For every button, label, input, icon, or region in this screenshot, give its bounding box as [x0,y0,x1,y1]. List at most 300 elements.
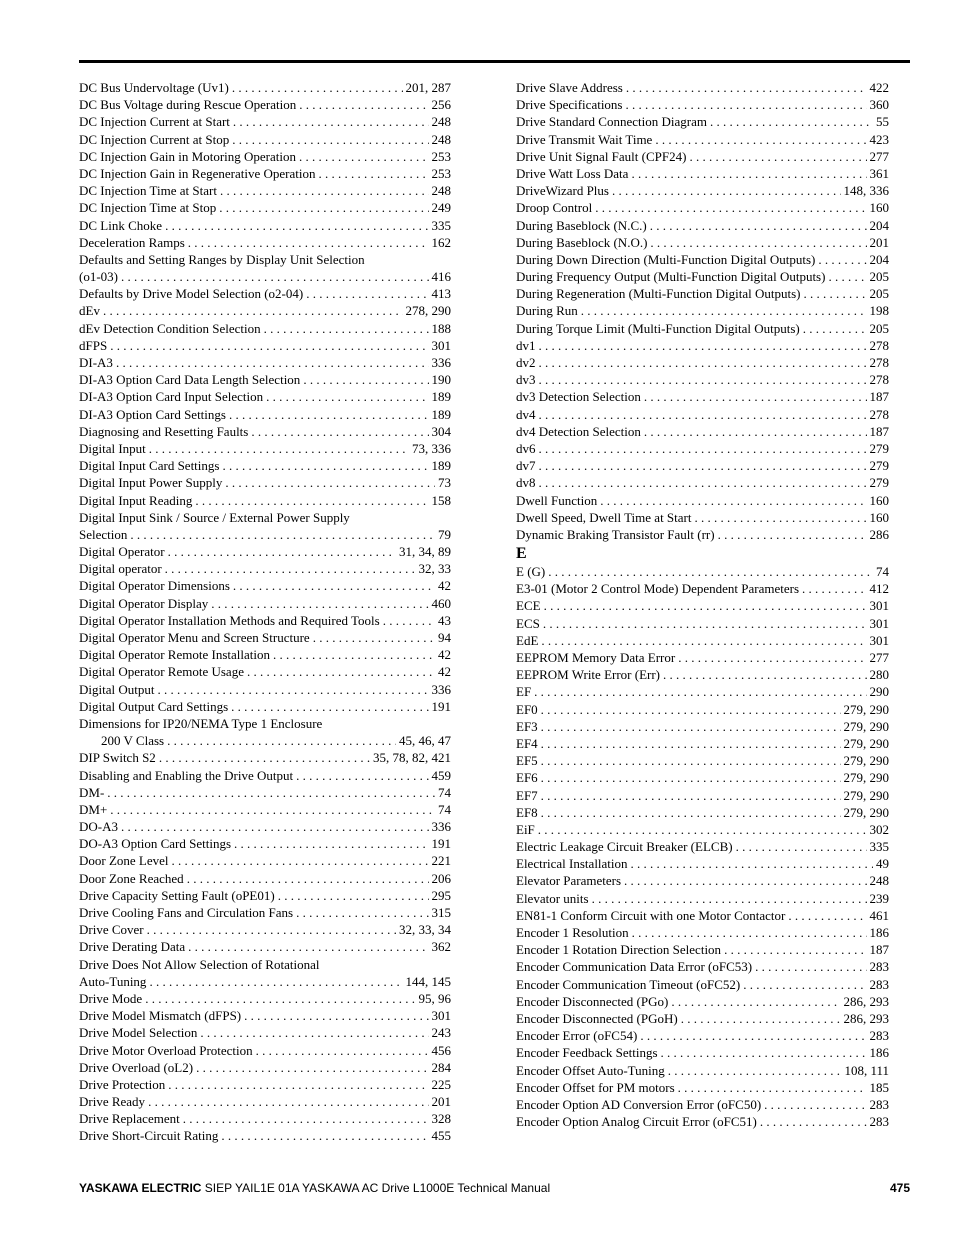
index-term: Elevator Parameters [516,873,622,889]
index-term: Drive Slave Address [516,80,623,95]
page-references: 279 [869,458,889,474]
dot-leader [631,165,866,182]
dot-leader [803,320,867,337]
dot-leader [244,1007,428,1024]
dot-leader [668,1062,842,1079]
index-term: DI-A3 Option Card Settings [79,406,226,422]
index-term: During Regeneration (Multi-Function Digital Outputs) [516,286,801,302]
index-term: Drive Protection [79,1076,166,1092]
section-letter-heading: E [516,545,527,563]
dot-leader [165,217,428,234]
dot-leader [539,474,867,491]
page-references: 187 [869,423,889,439]
index-term: EF4 [516,735,538,751]
dot-leader [538,821,867,838]
dot-leader [644,388,867,405]
index-entry [516,337,889,354]
index-term: Disabling and Enabling the Drive Output [79,767,294,783]
page-references: 42 [438,664,451,680]
index-term: Drive Overload (oL2) [79,1059,194,1075]
index-entry-heading: Drive Does Not Allow Selection of Rotational [79,956,320,972]
page-references: 301 [869,632,889,648]
index-entry [516,855,889,872]
page-references: 280 [869,667,889,683]
dot-leader [145,990,415,1007]
page-references: 253 [431,148,451,164]
index-entry [79,612,451,629]
index-term: DC Injection Time at Stop [79,200,217,216]
index-entry [516,718,889,735]
index-term: Encoder Communication Data Error (oFC53) [516,959,753,975]
page-references: 459 [431,767,451,783]
dot-leader [695,509,867,526]
index-term: (o1-03) [79,269,118,285]
index-term: dv3 Detection Selection [516,389,641,405]
index-term: Drive Transmit Wait Time [516,131,653,147]
page-references: 162 [431,234,451,250]
index-term: dFPS [79,337,108,353]
page-references: 336 [431,355,451,370]
page-references: 204 [869,251,889,267]
index-entry [516,890,889,907]
dot-leader [736,838,867,855]
index-term: Digital operator [79,561,162,577]
dot-leader [222,457,428,474]
index-term: dEv [79,303,100,319]
page-references: 279, 290 [843,770,889,786]
index-term: DM- [79,784,105,800]
page-references: 186 [869,925,889,940]
index-term: DC Bus Undervoltage (Uv1) [79,80,229,95]
page-references: 198 [869,303,889,319]
page-references: 412 [869,581,889,597]
index-entry [79,1127,451,1144]
page-references: 148, 336 [843,183,889,199]
page-number: 475 [889,1181,910,1195]
dot-leader [149,973,402,990]
index-term: EF3 [516,718,538,734]
page-references: 279 [869,440,889,456]
dot-leader [306,285,428,302]
dot-leader [541,632,866,649]
index-entry [516,1079,889,1096]
index-term: DC Injection Current at Start [79,114,230,130]
index-entry [79,990,451,1007]
dot-leader [116,354,429,371]
dot-leader [632,924,867,941]
index-term: Encoder Option Analog Circuit Error (oFC51) [516,1114,757,1130]
index-entry [516,1096,889,1113]
dot-leader [718,526,867,543]
index-term: EF5 [516,753,538,769]
dot-leader [828,268,866,285]
page-references: 248 [431,114,451,130]
dot-leader [165,560,416,577]
page-references: 248 [869,873,889,889]
page-references: 277 [869,148,889,164]
index-term: Drive Mode [79,990,143,1006]
dot-leader [541,718,841,735]
dot-leader [710,113,873,130]
index-term: EiF [516,821,535,837]
index-entry [79,1007,451,1024]
index-entry [516,563,889,580]
index-term: ECS [516,615,540,631]
index-entry [516,199,889,216]
index-term: dv3 [516,372,536,388]
index-entry [516,388,889,405]
page-references: 286 [869,526,889,542]
index-entry [79,887,451,904]
page-references: 279, 290 [843,804,889,820]
index-term: Drive Capacity Setting Fault (oPE01) [79,887,275,903]
index-entry [79,371,451,388]
dot-leader [612,182,841,199]
page-references: 279, 290 [843,787,889,803]
index-entry [516,492,889,509]
index-term: dEv Detection Condition Selection [79,320,261,336]
index-term: EdE [516,632,539,648]
page-references: 284 [431,1059,451,1075]
dot-leader [188,234,429,251]
index-term: EF7 [516,787,538,803]
index-term: Drive Specifications [516,97,623,113]
index-entry [79,560,451,577]
page-references: 279, 290 [843,718,889,734]
page-references: 160 [869,509,889,525]
index-entry-heading: Defaults and Setting Ranges by Display Unit Selection [79,251,365,267]
page-references: 73 [438,475,451,491]
index-entry [516,821,889,838]
index-term: Dwell Function [516,492,598,508]
dot-leader [157,681,428,698]
index-term: Digital Operator Installation Methods and Required Tools [79,612,380,628]
page-references: 189 [431,458,451,474]
page-references: 362 [431,939,451,955]
dot-leader [296,904,428,921]
dot-leader [233,113,429,130]
index-term: EN81-1 Conform Circuit with one Motor Contactor [516,907,786,923]
index-entry [79,526,451,543]
index-term: Drive Short-Circuit Rating [79,1128,219,1144]
page-references: 32, 33 [418,561,451,577]
dot-leader [655,131,866,148]
index-term: Drive Motor Overload Protection [79,1042,253,1058]
index-entry [79,784,451,801]
index-entry [516,1113,889,1130]
page-references: 45, 46, 47 [399,733,451,749]
page-references: 205 [869,320,889,336]
dot-leader [296,767,428,784]
index-term: dv1 [516,337,536,353]
index-entry [79,199,451,216]
page-references: 335 [431,217,451,233]
dot-leader [234,835,428,852]
index-term: dv8 [516,475,536,491]
index-entry [79,1024,451,1041]
index-entry [79,732,451,749]
index-term: EEPROM Write Error (Err) [516,667,661,683]
page-references: 108, 111 [844,1062,889,1078]
page-references: 55 [876,114,889,130]
index-entry [516,474,889,491]
index-entry [79,698,451,715]
page-references: 201 [431,1094,451,1110]
index-term: Drive Model Selection [79,1025,198,1041]
index-entry [79,268,451,285]
index-entry [516,1010,889,1027]
page-references: 191 [431,698,451,714]
index-entry [79,79,451,96]
index-entry [516,423,889,440]
index-entry [516,131,889,148]
dot-leader [541,701,841,718]
dot-leader [256,1042,429,1059]
index-entry [516,148,889,165]
index-term: DI-A3 Option Card Data Length Selection [79,372,301,388]
dot-leader [755,958,866,975]
index-term: During Baseblock (N.C.) [516,217,647,233]
index-entry [79,440,451,457]
page-references: 256 [431,97,451,113]
page-references: 32, 33, 34 [399,922,451,938]
dot-leader [233,577,435,594]
index-term: Drive Cooling Fans and Circulation Fans [79,905,294,920]
dot-leader [172,852,429,869]
index-term: EF6 [516,770,538,786]
index-term: DI-A3 Option Card Input Selection [79,389,264,405]
dot-leader [211,595,428,612]
index-entry [79,457,451,474]
dot-leader [107,784,435,801]
index-term: Deceleration Ramps [79,234,185,250]
dot-leader [541,804,841,821]
page-references: 248 [431,131,451,147]
index-term: DI-A3 [79,355,113,370]
index-entry [79,302,451,319]
index-term: DC Link Choke [79,217,163,233]
page-references: 290 [869,684,889,700]
index-term: DC Injection Current at Stop [79,131,230,147]
dot-leader [196,1059,428,1076]
dot-leader [764,1096,866,1113]
page-references: 189 [431,389,451,405]
index-term: EEPROM Memory Data Error [516,650,676,665]
page-references: 42 [438,578,451,594]
index-entry [516,976,889,993]
index-term: Digital Operator Remote Usage [79,664,244,680]
index-term: Droop Control [516,200,593,216]
page-references: 94 [438,630,451,645]
index-entry [79,921,451,938]
index-entry [516,993,889,1010]
page-references: 189 [431,406,451,422]
index-term: Drive Cover [79,922,144,938]
dot-leader [743,976,866,993]
page-references: 277 [869,650,889,665]
page-references: 360 [869,97,889,113]
index-term: Encoder Disconnected (PGoH) [516,1010,678,1026]
dot-leader [121,268,429,285]
dot-leader [539,354,867,371]
page-references: 278, 290 [405,303,451,319]
index-entry [516,683,889,700]
index-term: Digital Operator [79,544,165,560]
index-term: DIP Switch S2 [79,750,156,766]
dot-leader [543,615,867,632]
page-references: 205 [869,269,889,285]
index-term: Drive Standard Connection Diagram [516,114,707,130]
index-term: During Frequency Output (Multi-Function Digital Outputs) [516,269,826,285]
page-references: 188 [431,320,451,336]
page-references: 204 [869,217,889,233]
index-group-e [516,563,889,1130]
index-entry [516,1027,889,1044]
index-entry [79,749,451,766]
index-entry [79,852,451,869]
page-references: 278 [869,406,889,422]
index-term: Digital Output Card Settings [79,698,229,714]
page-references: 422 [869,80,889,95]
page-references: 301 [869,615,889,631]
dot-leader [678,649,866,666]
dot-leader [149,440,409,457]
dot-leader [232,131,428,148]
dot-leader [595,199,866,216]
index-entry [516,79,889,96]
index-term: Selection [79,526,128,542]
index-entry [79,423,451,440]
index-entry [79,320,451,337]
page-references: 42 [438,647,451,663]
dot-leader [299,96,428,113]
dot-leader [760,1113,867,1130]
index-entry [79,165,451,182]
page-references: 304 [431,423,451,439]
index-term: E (G) [516,564,546,580]
page-references: 248 [431,183,451,199]
index-entry [79,474,451,491]
page-references: 335 [869,839,889,855]
index-entry [516,217,889,234]
index-entry [516,615,889,632]
page-references: 74 [438,784,451,800]
page-references: 416 [431,269,451,285]
index-entry [516,165,889,182]
index-entry [79,767,451,784]
index-term: Encoder 1 Rotation Direction Selection [516,942,722,958]
page-references: 225 [431,1076,451,1092]
page-references: 49 [876,856,889,872]
dot-leader [539,371,867,388]
page-references: 74 [876,564,889,580]
page-references: 79 [438,526,451,542]
index-entry [516,649,889,666]
index-term: DriveWizard Plus [516,183,609,199]
dot-leader [788,907,866,924]
index-entry [516,354,889,371]
dot-leader [626,96,867,113]
index-term: E3-01 (Motor 2 Control Mode) Dependent Parameters [516,581,800,597]
index-entry [79,406,451,423]
dot-leader [681,1010,841,1027]
index-entry [516,457,889,474]
page-references: 201, 287 [405,80,451,95]
dot-leader [650,234,866,251]
index-term: Encoder Offset Auto-Tuning [516,1062,665,1078]
index-entry [79,492,451,509]
index-entry [79,801,451,818]
index-entry [79,595,451,612]
index-term: Digital Operator Remote Installation [79,647,270,663]
dot-leader [103,302,403,319]
dot-leader [273,646,435,663]
dot-leader [600,492,866,509]
page-references: 336 [431,681,451,697]
index-term: Digital Input Reading [79,492,193,508]
index-term: DC Injection Gain in Regenerative Operation [79,165,316,181]
index-term: Digital Operator Display [79,595,209,611]
page-references: 423 [869,131,889,147]
index-term: EF [516,684,532,700]
page-references: 278 [869,337,889,353]
index-entry [516,752,889,769]
index-entry [79,646,451,663]
dot-leader [631,855,873,872]
dot-leader [168,543,396,560]
page-references: 35, 78, 82, 421 [373,750,451,766]
dot-leader [663,666,866,683]
index-entry [79,1093,451,1110]
dot-leader [541,769,841,786]
dot-leader [303,371,428,388]
index-term: Drive Unit Signal Fault (CPF24) [516,148,687,164]
index-term: dv7 [516,458,536,474]
index-entry [516,234,889,251]
footer-brand: YASKAWA ELECTRIC [79,1181,202,1195]
index-term: dv2 [516,355,536,370]
page-references: 144, 145 [405,973,451,989]
page-references: 302 [869,821,889,837]
index-entry [79,337,451,354]
index-entry [79,1076,451,1093]
page-references: 249 [431,200,451,216]
index-entry [516,787,889,804]
index-term: Electric Leakage Circuit Breaker (ELCB) [516,839,733,855]
index-entry [516,632,889,649]
index-entry [516,838,889,855]
dot-leader [264,320,429,337]
page-references: 278 [869,372,889,388]
dot-leader [624,872,866,889]
dot-leader [232,79,403,96]
page-references: 361 [869,165,889,181]
index-entry [516,251,889,268]
index-term: Drive Derating Data [79,939,186,955]
page-references: 95, 96 [418,990,451,1006]
index-term: Digital Input Card Settings [79,458,220,474]
page-references: 243 [431,1025,451,1041]
dot-leader [187,870,429,887]
index-entry [516,526,889,543]
dot-leader [581,302,867,319]
dot-leader [383,612,435,629]
index-entry [79,629,451,646]
page-references: 201 [869,234,889,250]
dot-leader [299,148,429,165]
page-references: 301 [431,1008,451,1024]
index-term: DO-A3 Option Card Settings [79,836,232,852]
